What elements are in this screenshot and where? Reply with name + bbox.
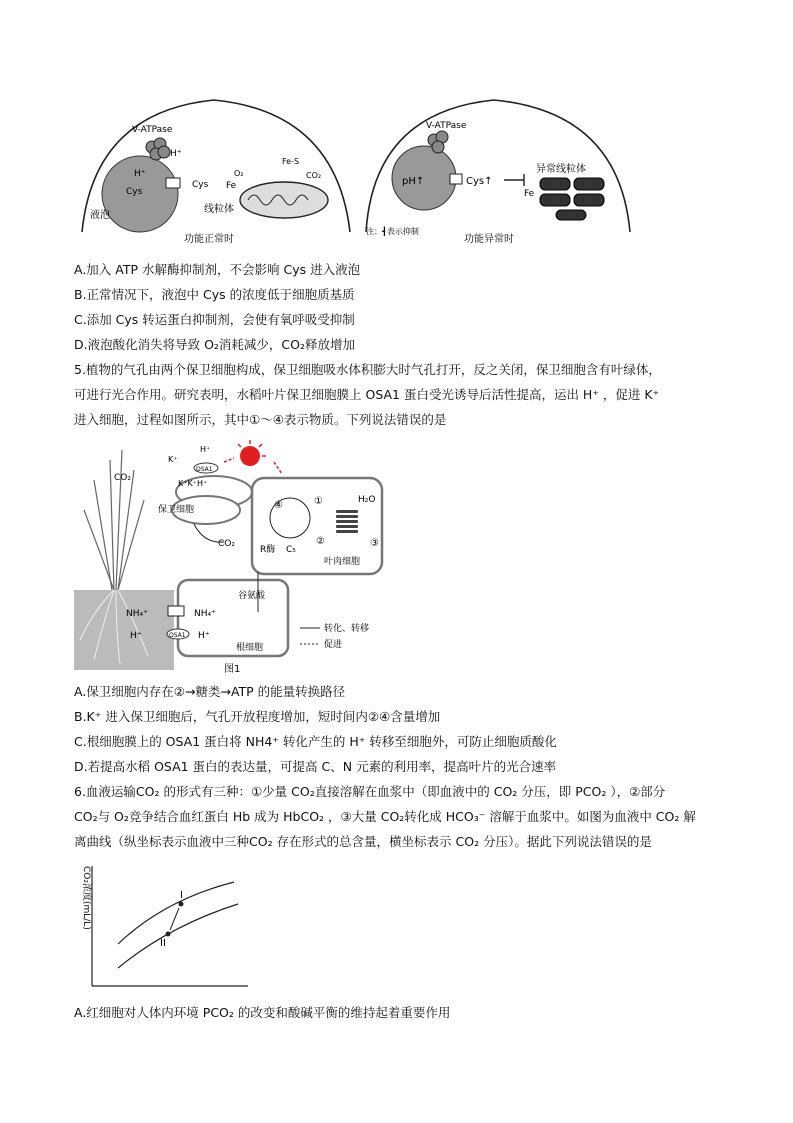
q4-option-d: D.液泡酸化消失将导致 O₂消耗减少，CO₂释放增加 [74,337,356,352]
caption-normal: 功能正常时 [184,234,234,245]
q5-option-a: A.保卫细胞内存在②→糖类→ATP 的能量转换路径 [74,684,346,699]
legend-promote-label: 促进 [324,640,343,650]
abnormal-mito-label: 异常线粒体 [536,164,586,175]
point-I-label: I [180,890,183,901]
h-plus-label: H⁺ [170,149,182,159]
o2-label: O₂ [234,169,244,178]
legend-transfer-label: 转化、转移 [324,624,370,634]
h2o-label: H₂O [358,495,376,505]
figure-vacuole-mitochondria [74,92,634,248]
mito-label: 线粒体 [204,204,234,215]
caption-abnormal: 功能异常时 [464,234,514,245]
q5-option-c: C.根细胞膜上的 OSA1 蛋白将 NH4⁺ 转化产生的 H⁺ 转移至细胞外，可防止细胞质酸化 [74,734,557,749]
q5-stem-line-1: 5.植物的气孔由两个保卫细胞构成，保卫细胞吸水体积膨大时气孔打开，反之关闭，保卫细胞含有叶绿体， [74,362,661,377]
abnormal-mitochondria-cluster [540,178,604,220]
vatpase-label: V-ATPase [132,125,173,135]
guard-cell-label: 保卫细胞 [158,505,195,515]
circ3-label: ③ [370,538,379,549]
q5-stem-line-3: 进入细胞，过程如图所示，其中①～④表示物质。下列说法错误的是 [74,412,447,427]
kk-h-label: K⁺K⁺H⁺ [178,479,208,488]
fe-label: Fe [226,181,237,191]
sun-icon [240,446,260,466]
nh4-transporter [168,606,184,616]
figure-co2-dissociation-curve [74,860,254,992]
c5-label: C₅ [286,545,296,555]
h-plus-inner-label: H⁺ [134,169,146,179]
circ1-label: ① [314,496,323,507]
k-plus-label: K⁺ [168,455,178,464]
cys-transporter [166,178,180,188]
nh4-out-label: NH₄⁺ [126,609,148,619]
q4-option-b: B.正常情况下，液泡中 Cys 的浓度低于细胞质基质 [74,287,355,302]
figure-1-caption: 图1 [224,664,241,675]
cys-transporter-abnormal [450,174,462,184]
point-II [166,932,171,937]
cys-in-label: Cys [126,187,143,197]
nh4-in-label: NH₄⁺ [194,609,216,619]
h-in-label: H⁺ [198,631,210,641]
r-enzyme-label: R酶 [260,545,276,555]
root-cell-label: 根细胞 [236,643,264,653]
point-I [179,902,184,907]
q5-stem-line-2: 可进行光合作用。研究表明，水稻叶片保卫细胞膜上 OSA1 蛋白受光诱导后活性提高，运出 H⁺ ，促进 K⁺ [74,387,660,402]
curve-lower [118,904,238,968]
q6-option-a: A.红细胞对人体内环境 PCO₂ 的改变和酸碱平衡的维持起着重要作用 [74,1005,451,1020]
inhibit-note: 注：┫表示抑制 [366,227,419,236]
figure-1-stomata [74,440,414,678]
fe-abnormal-label: Fe [524,189,535,199]
y-axis-label: CO₂浓度(mL/L) [81,866,91,930]
cys-out-label: Cys [192,180,209,190]
cys-high-label: Cys↑ [466,176,493,187]
q4-option-a: A.加入 ATP 水解酶抑制剂，不会影响 Cys 进入液泡 [74,262,361,277]
h-plus-top-label: H⁺ [200,445,211,454]
q6-stem-line-2: CO₂与 O₂竞争结合血红蛋白 Hb 成为 HbCO₂ ，③大量 CO₂转化成 HCO₃⁻ 溶解于血浆中。如图为血液中 CO₂ 解 [74,809,696,824]
curve-upper [118,882,234,944]
vatpase-abnormal-label: V-ATPase [426,121,467,131]
q5-option-d: D.若提高水稻 OSA1 蛋白的表达量，可提高 C、N 元素的利用率，提高叶片的光合速率 [74,759,557,774]
vacuole-label: 液泡 [90,210,110,221]
q5-option-b: B.K⁺ 进入保卫细胞后，气孔开放程度增加，短时间内②④含量增加 [74,709,441,724]
point-II-label: II [160,938,166,949]
co2-label: CO₂ [306,171,322,180]
q6-stem-line-1: 6.血液运输CO₂ 的形式有三种：①少量 CO₂直接溶解在血浆中（即血液中的 CO₂ 分压，即 PCO₂ ），②部分 [74,784,666,799]
rice-plant-illustration [84,450,144,590]
circ4-label: ④ [274,500,283,511]
co2-mid-label: CO₂ [218,539,235,549]
co2-left-label: CO₂ [114,473,131,483]
q6-stem-line-3: 离曲线（纵坐标表示血液中三种CO₂ 存在形式的总含量，横坐标表示 CO₂ 分压）。据此下列说法错误的是 [74,834,652,849]
q4-option-c: C.添加 Cys 转运蛋白抑制剂，会使有氧呼吸受抑制 [74,312,355,327]
glutamate-label: 谷氨酸 [238,591,266,601]
h-out-label: H⁺ [130,631,142,641]
fes-label: Fe-S [282,157,300,166]
circ2-label: ② [316,536,325,547]
v-atpase-icon [146,138,170,160]
ph-label: pH↑ [402,176,425,187]
osa1-top-label: OSA1 [196,466,213,473]
osa1-root-label: OSA1 [169,632,186,639]
mesophyll-label: 叶肉细胞 [324,557,361,567]
